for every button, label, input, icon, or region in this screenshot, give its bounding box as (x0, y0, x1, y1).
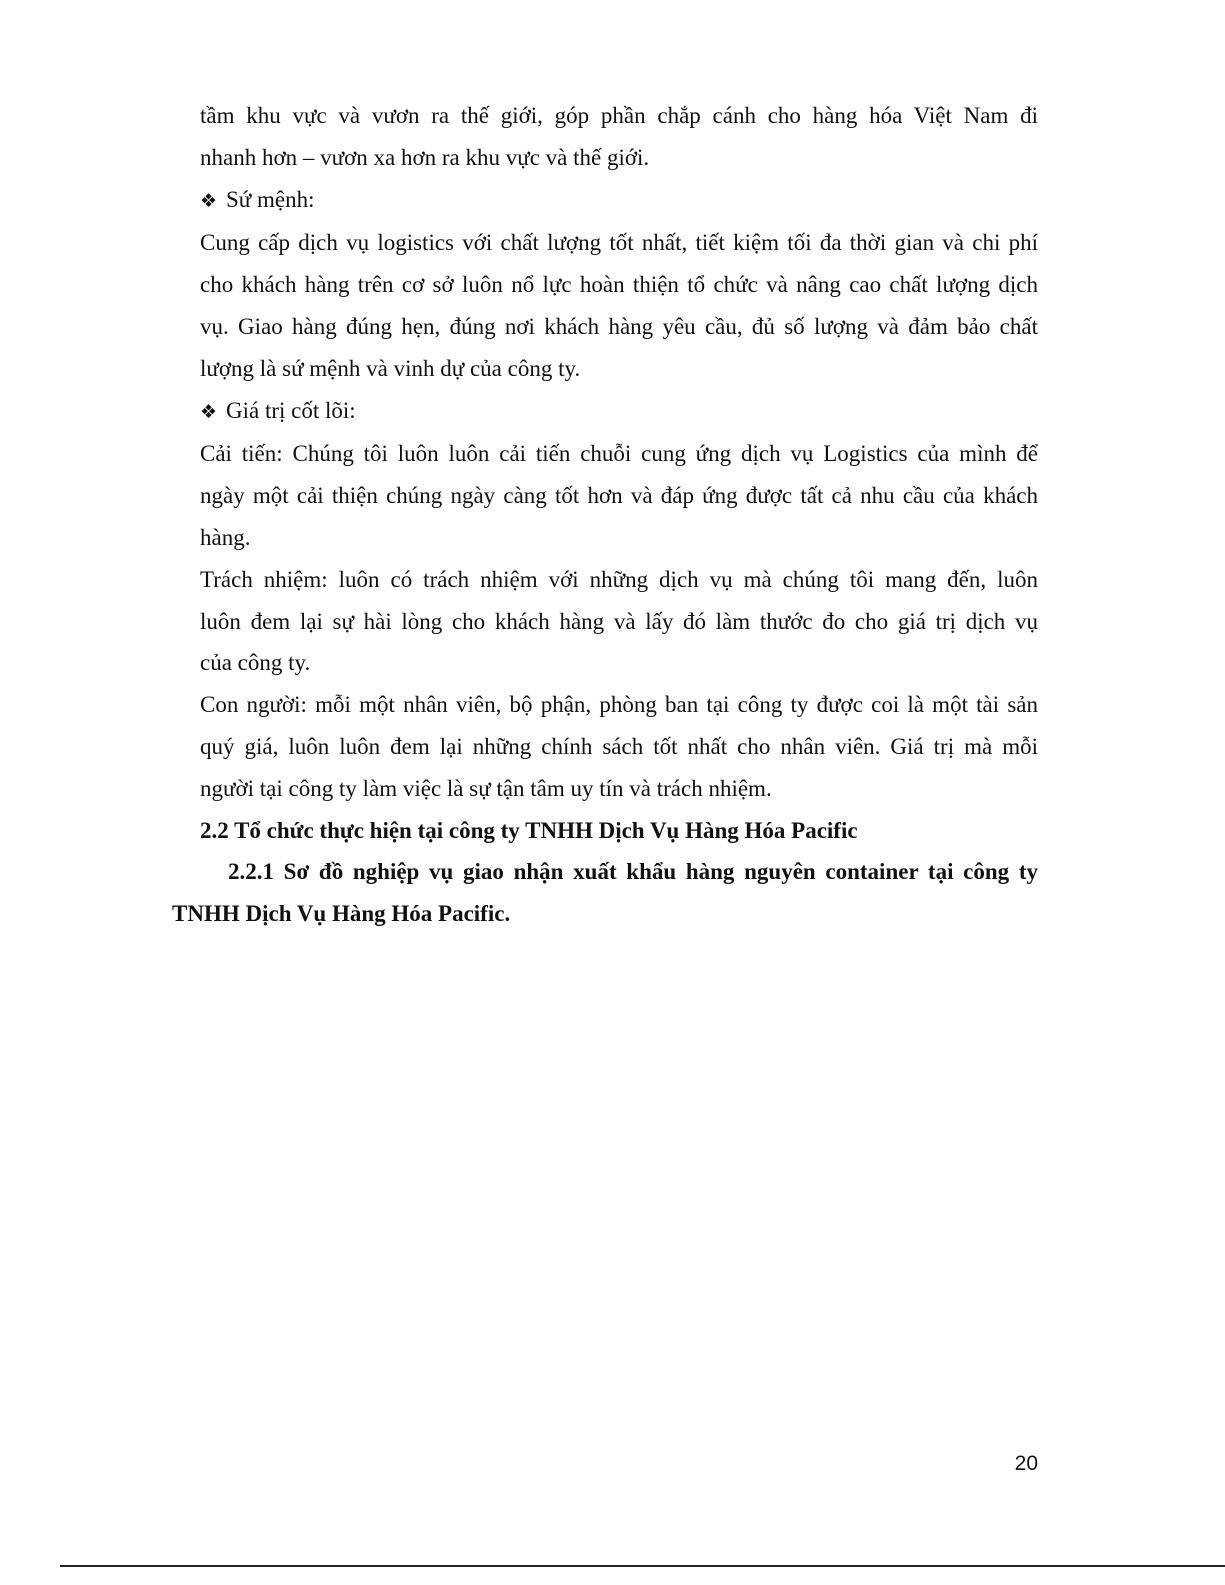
improvement-line-3: hàng. (200, 524, 251, 550)
section-heading: 2.2 Tổ chức thực hiện tại công ty TNHH Dịch Vụ Hàng Hóa Pacific (200, 817, 858, 843)
responsibility-line-3: của công ty. (200, 650, 311, 676)
bottom-rule (60, 1565, 1225, 1567)
people-line-1: Con người: mỗi một nhân viên, bộ phận, phòng ban tại công ty được coi là một tài sản (200, 692, 1038, 718)
intro-line-2: nhanh hơn – vươn xa hơn ra khu vực và thế giới. (200, 144, 650, 170)
responsibility-line-2: luôn đem lại sự hài lòng cho khách hàng và lấy đó làm thước đo cho giá trị dịch vụ (200, 608, 1038, 634)
page-body (172, 95, 1038, 935)
subsection-heading (172, 851, 1038, 935)
improvement-line-2: ngày một cải thiện chúng ngày càng tốt hơn và đáp ứng được tất cả nhu cầu của khách (200, 483, 1038, 509)
diamond-bullet-icon: ❖ (200, 189, 218, 212)
intro-line-1: tầm khu vực và vươn ra thế giới, góp phần chắp cánh cho hàng hóa Việt Nam đi (200, 103, 1038, 128)
improvement-line-1: Cải tiến: Chúng tôi luôn luôn cải tiến chuỗi cung ứng dịch vụ Logistics của mình để (200, 441, 1038, 467)
mission-heading (200, 179, 1038, 223)
subsection-heading-line-1: 2.2.1 Sơ đồ nghiệp vụ giao nhận xuất khẩu hàng nguyên container tại công ty (228, 859, 1038, 885)
mission-line-2: cho khách hàng trên cơ sở luôn nổ lực hoàn thiện tổ chức và nâng cao chất lượng dịch (200, 272, 1038, 298)
people-line-3: người tại công ty làm việc là sự tận tâm uy tín và trách nhiệm. (200, 775, 772, 801)
mission-line-4: lượng là sứ mệnh và vinh dự của công ty. (200, 355, 581, 381)
mission-heading-text: Sứ mệnh: (226, 186, 315, 212)
page-number: 20 (1014, 1452, 1038, 1475)
people-line-2: quý giá, luôn luôn đem lại những chính sách tốt nhất cho nhân viên. Giá trị mà mỗi (200, 733, 1038, 759)
diamond-bullet-icon: ❖ (200, 400, 218, 423)
core-values-heading (200, 390, 1038, 434)
mission-line-3: vụ. Giao hàng đúng hẹn, đúng nơi khách hàng yêu cầu, đủ số lượng và đảm bảo chất (200, 313, 1038, 339)
responsibility-line-1: Trách nhiệm: luôn có trách nhiệm với những dịch vụ mà chúng tôi mang đến, luôn (200, 566, 1038, 592)
mission-line-1: Cung cấp dịch vụ logistics với chất lượng tốt nhất, tiết kiệm tối đa thời gian và chi phí (200, 230, 1038, 256)
subsection-heading-line-2: TNHH Dịch Vụ Hàng Hóa Pacific. (172, 901, 511, 927)
core-values-heading-text: Giá trị cốt lõi: (226, 397, 356, 423)
